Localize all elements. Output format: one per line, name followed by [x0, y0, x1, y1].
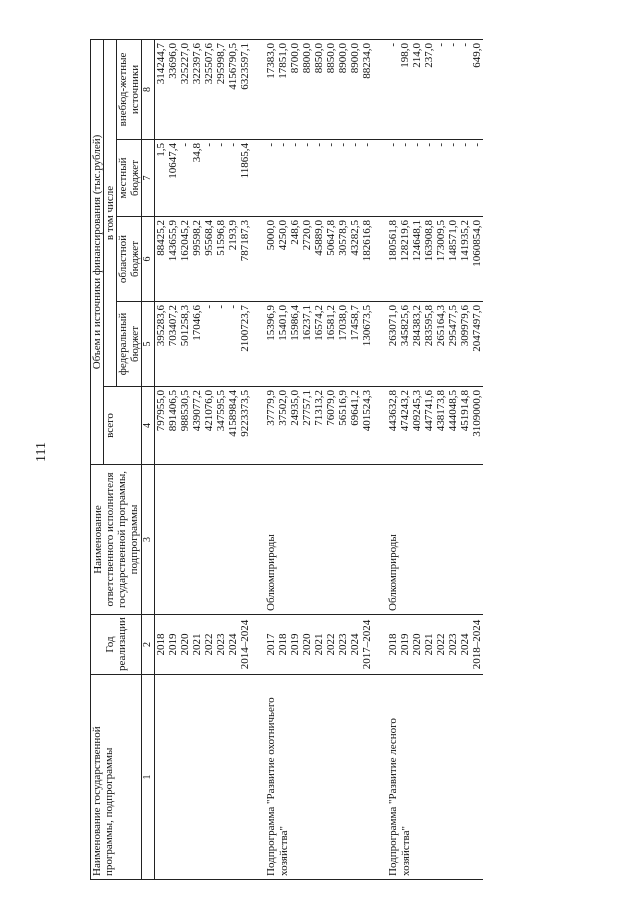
header-local: местный бюджет [117, 140, 142, 217]
table-value: - [399, 143, 411, 147]
spacer-cell [251, 615, 265, 675]
table-value: 2014–2024 [239, 619, 251, 670]
spacer-row [373, 39, 387, 879]
table-value: 88234,0 [361, 42, 373, 79]
table-value: 314244,7 [155, 42, 167, 85]
table-value: 15986,4 [289, 305, 301, 341]
table-value: 9223373,5 [239, 390, 251, 437]
spacer-cell [251, 217, 265, 302]
col-index-5: 5 [142, 302, 155, 387]
table-value: 88425,2 [155, 220, 167, 256]
spacer-cell [373, 302, 387, 387]
table-value: - [471, 143, 483, 147]
table-value: 347595,5 [215, 390, 227, 432]
table-value: 34,8 [191, 143, 203, 163]
program-name-cell [265, 675, 373, 880]
table-value: 2023 [337, 633, 349, 656]
table-value: 124648,1 [411, 220, 423, 262]
table-value: 395283,6 [155, 305, 167, 347]
table-value: 501258,3 [179, 305, 191, 347]
total-cell [387, 387, 483, 465]
spacer-cell [251, 140, 265, 217]
year-cell [387, 615, 483, 675]
table-value: 69641,2 [349, 390, 361, 426]
table-value: 10647,4 [167, 143, 179, 179]
table-value: 8800,0 [301, 42, 313, 74]
table-value: 2022 [325, 633, 337, 656]
header-extrabudget: внебюд-жетные источники [117, 39, 142, 139]
federal-cell [265, 302, 373, 387]
table-body [155, 39, 484, 879]
table-value: 421076,0 [203, 390, 215, 432]
table-value: 37779,9 [265, 390, 277, 426]
table-value: 50647,8 [325, 220, 337, 256]
table-value: 409245,3 [411, 390, 423, 432]
table-value: 99598,2 [191, 220, 203, 256]
executor-cell [155, 465, 252, 615]
col-index-3: 3 [142, 465, 155, 615]
table-value: 2017–2024 [361, 619, 373, 670]
table-value: 2020 [301, 633, 313, 656]
table-value: 16237,1 [301, 305, 313, 341]
table-value: - [227, 305, 239, 309]
table-value: 649,0 [471, 42, 483, 68]
table-value: 8850,0 [325, 42, 337, 74]
header-including: в том числе [104, 39, 117, 386]
table-value: 8900,0 [337, 42, 349, 74]
table-value: 56516,9 [337, 390, 349, 426]
table-value: 30578,9 [337, 220, 349, 256]
table-value: 2193,9 [227, 220, 239, 251]
extrabudget-cell [155, 39, 252, 139]
table-value: 141935,2 [459, 220, 471, 262]
table-value: - [435, 42, 447, 47]
regional-cell [265, 217, 373, 302]
table-value: 447741,6 [423, 390, 435, 432]
table-value: 148571,0 [447, 220, 459, 262]
table-value: - [215, 305, 227, 309]
table-value: 325227,0 [179, 42, 191, 85]
col-index-7: 7 [142, 140, 155, 217]
header-regional: областной бюджет [117, 217, 142, 302]
federal-cell [387, 302, 483, 387]
table-value: - [349, 143, 361, 147]
spacer-cell [251, 39, 265, 139]
table-value: 891406,5 [167, 390, 179, 432]
table-value: - [361, 143, 373, 147]
spacer-row [251, 39, 265, 879]
spacer-cell [373, 217, 387, 302]
table-value: - [387, 143, 399, 147]
financing-table [90, 39, 483, 880]
table-value: 51596,8 [215, 220, 227, 256]
table-value: 2100723,7 [239, 305, 251, 352]
table-value: - [265, 143, 277, 147]
table-value: 2022 [203, 633, 215, 656]
table-value: 17038,0 [337, 305, 349, 341]
table-value: 2020 [411, 633, 423, 656]
table-value: 2018–2024 [471, 619, 483, 670]
local-cell [387, 140, 483, 217]
table-value: 787187,3 [239, 220, 251, 262]
table-value: - [459, 143, 471, 147]
header-financing-group: Объем и источники финансирования (тыс.рублей) [91, 39, 104, 464]
col-index-6: 6 [142, 217, 155, 302]
total-cell [155, 387, 252, 465]
table-value: 295998,7 [215, 42, 227, 85]
table-value: 76079,0 [325, 390, 337, 426]
table-value: - [325, 143, 337, 147]
table-value: 214,0 [411, 42, 423, 68]
table-value: - [337, 143, 349, 147]
header-executor: Наименование ответственного исполнителя государственной программы, подпрограммы [91, 465, 142, 615]
table-value: 162045,2 [179, 220, 191, 262]
table-value: 4156790,5 [227, 42, 239, 90]
executor-cell [265, 465, 373, 615]
table-value: 401524,3 [361, 390, 373, 432]
local-cell [265, 140, 373, 217]
table-value: 295477,5 [447, 305, 459, 347]
table-value: 15396,9 [265, 305, 277, 341]
table-value: 451914,8 [459, 390, 471, 432]
local-cell [155, 140, 252, 217]
table-value: 45889,0 [313, 220, 325, 256]
spacer-cell [251, 387, 265, 465]
table-value: 443632,8 [387, 390, 399, 432]
table-value: - [387, 42, 399, 47]
table-value: 2017 [265, 633, 277, 656]
federal-cell [155, 302, 252, 387]
table-value: - [301, 143, 313, 147]
table-value: 15401,0 [277, 305, 289, 341]
table-value: 180561,8 [387, 220, 399, 262]
spacer-cell [251, 675, 265, 880]
executor-cell [387, 465, 483, 615]
table-value: 2021 [423, 633, 435, 656]
table-value: 439077,2 [191, 390, 203, 432]
spacer-cell [373, 387, 387, 465]
table-value: 2021 [191, 633, 203, 656]
table-value: - [203, 305, 215, 309]
table-value: - [447, 143, 459, 147]
spacer-cell [251, 302, 265, 387]
table-value: 71313,2 [313, 390, 325, 426]
table-value: 11865,4 [239, 143, 251, 179]
table-value: 2019 [399, 633, 411, 656]
table-value: 1,5 [155, 143, 167, 157]
table-value: 37502,0 [277, 390, 289, 426]
table-value: 703407,2 [167, 305, 179, 347]
table-value: 198,0 [399, 42, 411, 68]
col-index-4: 4 [142, 387, 155, 465]
table-value: 128219,6 [399, 220, 411, 262]
regional-cell [155, 217, 252, 302]
table-value: - [459, 42, 471, 47]
table-value: 4158984,4 [227, 390, 239, 437]
table-text: Облкомприроды [265, 534, 277, 611]
total-cell [265, 387, 373, 465]
table-value: 163908,8 [423, 220, 435, 262]
table-value: 988530,5 [179, 390, 191, 432]
table-text: Облкомприроды [387, 534, 399, 611]
table-value: 182616,8 [361, 220, 373, 262]
table-value: 16581,2 [325, 305, 337, 341]
table-value: 2047497,0 [471, 305, 483, 352]
table-value: 2018 [277, 633, 289, 656]
table-value: - [313, 143, 325, 147]
table-value: 2720,0 [301, 220, 313, 251]
table-value: - [179, 143, 191, 147]
table-value: 309979,6 [459, 305, 471, 347]
table-value: 237,0 [423, 42, 435, 68]
table-value: 17046,6 [191, 305, 203, 341]
spacer-cell [373, 39, 387, 139]
table-value: 2024 [227, 633, 239, 656]
table-value: 5000,0 [265, 220, 277, 251]
col-index-2: 2 [142, 615, 155, 675]
table-value: 2023 [447, 633, 459, 656]
table-value: 43282,5 [349, 220, 361, 256]
table-value: 2018 [387, 633, 399, 656]
extrabudget-cell [265, 39, 373, 139]
table-value: 325507,6 [203, 42, 215, 85]
table-value: 2023 [215, 633, 227, 656]
table-value: 474243,2 [399, 390, 411, 432]
table-value: 16574,2 [313, 305, 325, 341]
header-year: Год реализации [91, 615, 142, 675]
spacer-cell [373, 675, 387, 880]
table-value: 2024 [459, 633, 471, 656]
year-cell [155, 615, 252, 675]
table-value: 33696,0 [167, 42, 179, 79]
table-text: Подпрограмма "Развитие лесного хозяйства" [387, 718, 412, 876]
year-cell [265, 615, 373, 675]
table-value: 284383,2 [411, 305, 423, 347]
table-value: 17851,0 [277, 42, 289, 79]
table-value: 444048,5 [447, 390, 459, 432]
table-value: 17458,7 [349, 305, 361, 341]
table-value: 6323597,1 [239, 42, 251, 90]
program-name-cell [387, 675, 483, 880]
col-index-1: 1 [142, 675, 155, 880]
table-value: 2021 [313, 633, 325, 656]
table-value: 143655,9 [167, 220, 179, 262]
table-value: 345825,6 [399, 305, 411, 347]
extrabudget-cell [387, 39, 483, 139]
table-row [155, 39, 252, 879]
table-value: 322397,6 [191, 42, 203, 85]
header-federal: федеральный бюджет [117, 302, 142, 387]
table-value: - [435, 143, 447, 147]
table-value: 438173,8 [435, 390, 447, 432]
regional-cell [387, 217, 483, 302]
spacer-cell [373, 465, 387, 615]
table-value: 283595,8 [423, 305, 435, 347]
table-value: 95568,4 [203, 220, 215, 256]
table-value: 2018 [155, 633, 167, 656]
table-value: 2019 [167, 633, 179, 656]
table-value: 2024 [349, 633, 361, 656]
table-value: 2019 [289, 633, 301, 656]
page-number: 111 [34, 442, 49, 462]
table-value: - [215, 143, 227, 147]
table-value: 265164,3 [435, 305, 447, 347]
table-value: - [277, 143, 289, 147]
header-program-name: Наименование государственной программы, подпрограммы [91, 675, 142, 880]
table-text: Подпрограмма "Развитие охотничьего хозяйства" [265, 697, 290, 876]
table-value: - [447, 42, 459, 47]
table-value: - [227, 143, 239, 147]
header-total: всего [104, 387, 142, 465]
table-value: 3109000,0 [471, 390, 483, 437]
col-index-8: 8 [142, 39, 155, 139]
table-value: 173009,5 [435, 220, 447, 262]
table-value: 24935,0 [289, 390, 301, 426]
rotated-table-sheet [90, 40, 565, 880]
table-value: 17383,0 [265, 42, 277, 79]
table-row [387, 39, 483, 879]
spacer-cell [373, 615, 387, 675]
table-value: 1060854,0 [471, 220, 483, 267]
table-value: - [423, 143, 435, 147]
table-value: 8700,0 [289, 42, 301, 74]
table-value: 130673,5 [361, 305, 373, 347]
table-value: 2022 [435, 633, 447, 656]
table-value: - [411, 143, 423, 147]
table-value: 4250,0 [277, 220, 289, 251]
table-value: - [289, 143, 301, 147]
table-value: 8900,0 [349, 42, 361, 74]
spacer-cell [373, 140, 387, 217]
table-value: 2020 [179, 633, 191, 656]
table-value: - [203, 143, 215, 147]
table-value: 263071,0 [387, 305, 399, 347]
table-value: 797955,0 [155, 390, 167, 432]
spacer-cell [251, 465, 265, 615]
table-value: 248,6 [289, 220, 301, 245]
table-value: 8850,0 [313, 42, 325, 74]
table-row [265, 39, 373, 879]
program-name-cell [155, 675, 252, 880]
table-value: 27757,1 [301, 390, 313, 426]
